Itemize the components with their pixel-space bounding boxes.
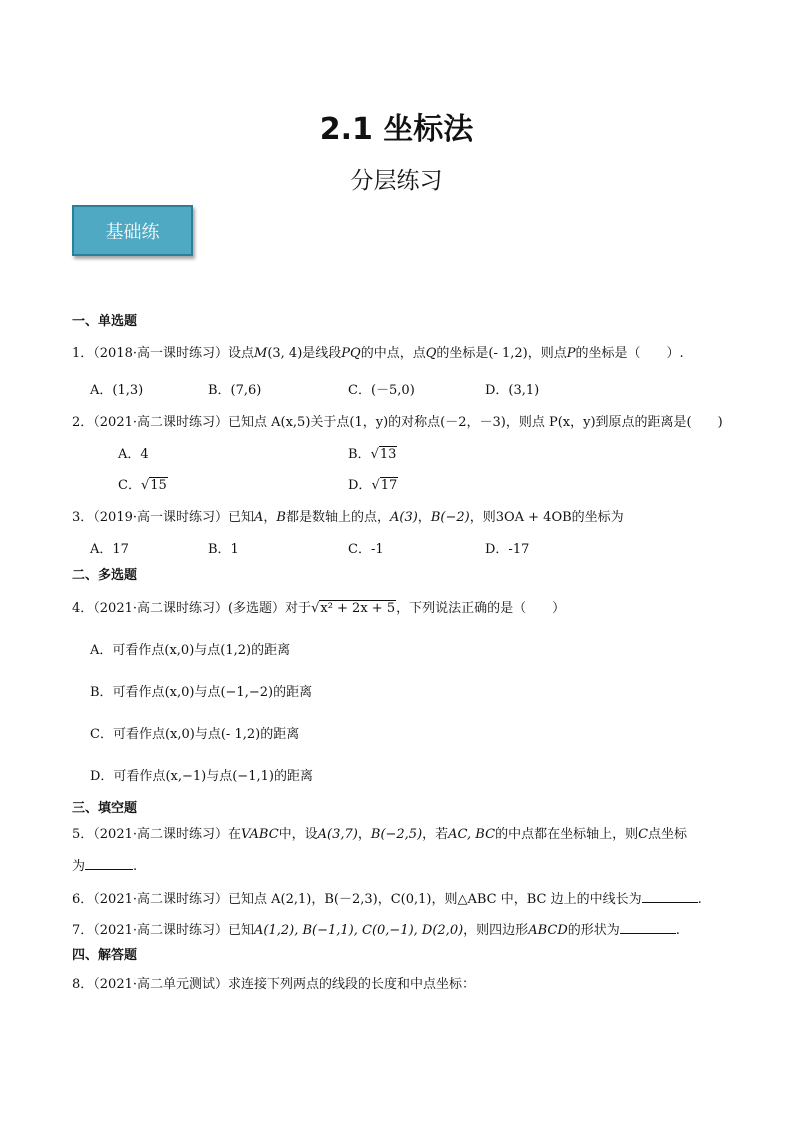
q4-option-c: C．可看作点(x,0)与点(- 1,2)的距离 — [90, 727, 300, 742]
q3-option-d: D．-17 — [485, 542, 530, 557]
page-subtitle: 分层练习 — [350, 168, 443, 194]
question-4: 4．（2021·高二课时练习）(多选题）对于√x² + 2x + 5，下列说法正确的是（ ） — [72, 601, 566, 616]
q4-option-b: B．可看作点(x,0)与点(−1,−2)的距离 — [90, 685, 313, 700]
q1-option-b: B．(7,6) — [208, 383, 262, 398]
q2-option-a: A．4 — [118, 447, 149, 462]
section-answer: 四、解答题 — [72, 948, 138, 963]
section-single-choice: 一、单选题 — [72, 314, 138, 329]
level-badge: 基础练 — [72, 205, 193, 256]
q3-option-a: A．17 — [90, 542, 129, 557]
question-1: 1．（2018·高一课时练习）设点M(3, 4)是线段PQ的中点，点Q的坐标是(- 1,2)，则点P的坐标是（ ）. — [72, 346, 684, 361]
q1-option-d: D．(3,1) — [485, 383, 540, 398]
q4-option-d: D．可看作点(x,−1)与点(−1,1)的距离 — [90, 769, 313, 784]
q4-option-a: A．可看作点(x,0)与点(1,2)的距离 — [90, 643, 291, 658]
q2-option-b: B．√13 — [348, 447, 397, 462]
question-7: 7．（2021·高二课时练习）已知A(1,2), B(−1,1), C(0,−1), D(2,0)，则四边形ABCD的形状为 . — [72, 923, 680, 938]
q1-option-c: C．(－5,0) — [348, 383, 415, 398]
q3-option-c: C．-1 — [348, 542, 384, 557]
q3-option-b: B．1 — [208, 542, 239, 557]
page-title: 2.1 坐标法 — [319, 112, 474, 147]
question-3: 3．（2019·高一课时练习）已知A，B都是数轴上的点，A(3)，B(−2)，则3OA + 4OB的坐标为 — [72, 510, 624, 525]
q6-answer-blank[interactable] — [642, 890, 698, 903]
section-multi-choice: 二、多选题 — [72, 568, 138, 583]
q1-option-a: A．(1,3) — [90, 383, 144, 398]
question-5-line2: 为 . — [72, 859, 138, 874]
q7-answer-blank[interactable] — [620, 921, 676, 934]
section-fill-blank: 三、填空题 — [72, 801, 138, 816]
q2-option-d: D．√17 — [348, 478, 398, 493]
question-8: 8．（2021·高二单元测试）求连接下列两点的线段的长度和中点坐标： — [72, 977, 475, 992]
question-5: 5．（2021·高二课时练习）在VABC中，设A(3,7)，B(−2,5)，若AC, BC的中点都在坐标轴上，则C点坐标 — [72, 827, 688, 842]
q2-option-c: C．√15 — [118, 478, 167, 493]
q5-answer-blank[interactable] — [85, 857, 133, 870]
question-6: 6．（2021·高二课时练习）已知点 A(2,1)，B(－2,3)，C(0,1)，则△ABC 中，BC 边上的中线长为 . — [72, 892, 702, 907]
question-2: 2．（2021·高二课时练习）已知点 A(x,5)关于点(1，y)的对称点(－2，－3)，则点 P(x，y)到原点的距离是( ) — [72, 415, 723, 430]
